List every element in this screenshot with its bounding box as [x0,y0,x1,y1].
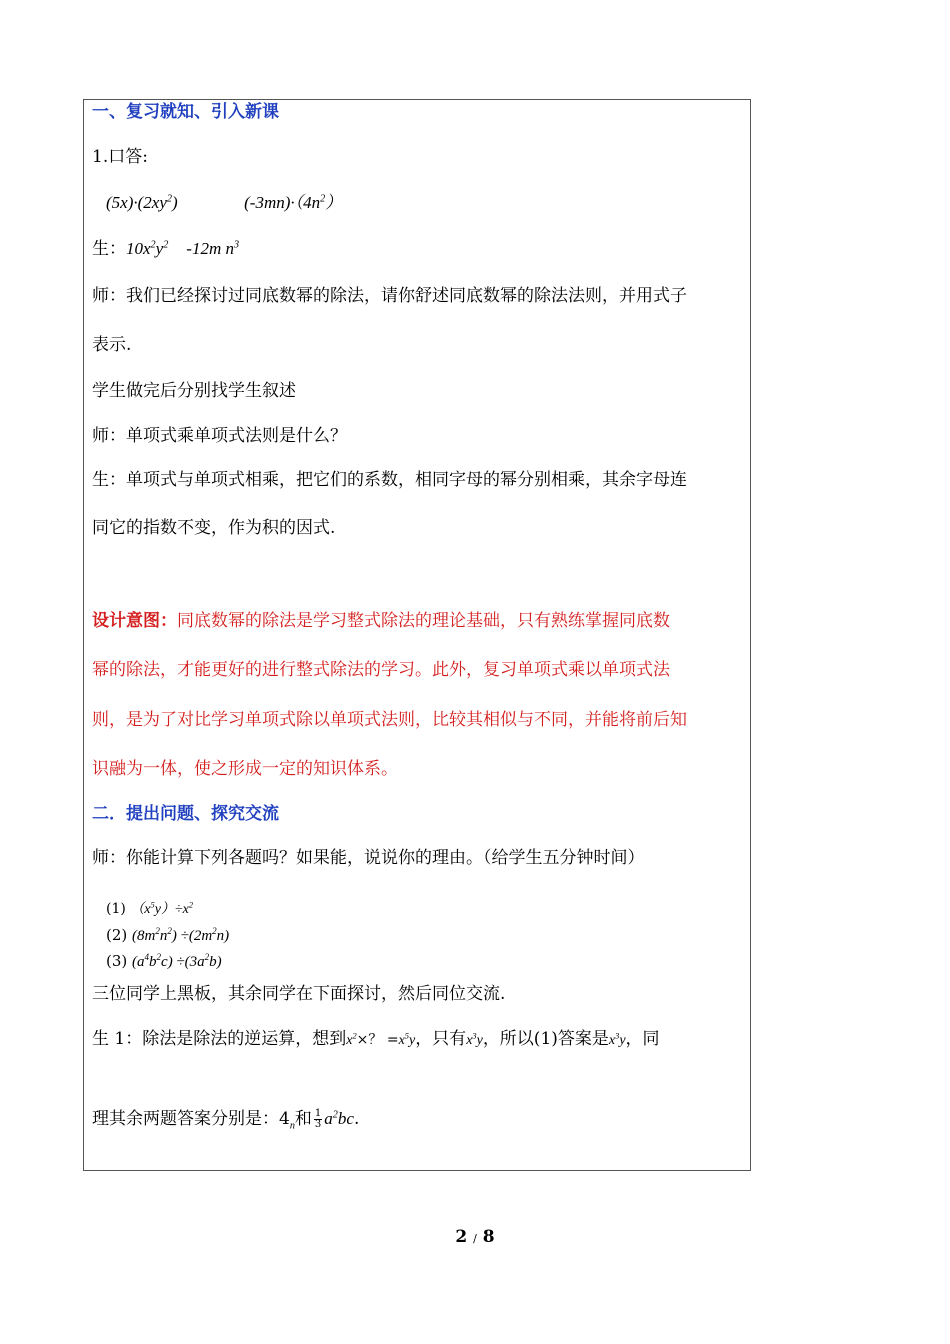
student-rule-line2: 同它的指数不变，作为积的因式. [92,518,336,538]
design-intent-line1: 设计意图：同底数幂的除法是学习整式除法的理论基础，只有熟练掌握同底数 [92,611,670,631]
design-intent-line2: 幂的除法，才能更好的进行整式除法的学习。此外，复习单项式乘以单项式法 [92,660,670,680]
problem-1: (1) $(x^5y)\div x^2$ [106,900,194,917]
expr2: $(-3mn)\cdot(4n^2)$ [244,193,343,212]
blackboard-text: 三位同学上黑板，其余同学在下面探讨，然后同位交流. [92,984,506,1004]
oral-expressions [106,192,342,214]
student-answer: 生：$10x^2y^2$ -12m $n^3$ [92,239,240,259]
teacher-question-1-line1: 师：我们已经探讨过同底数幂的除法，请你舒述同底数幂的除法法则，并用式子 [92,286,687,306]
teacher-question-2: 师：单项式乘单项式法则是什么？ [92,426,347,446]
design-intent-label: 设计意图： [92,611,177,631]
section1-heading: 一、复习就知、引入新课 [92,102,279,122]
students-do-text: 学生做完后分别找学生叙述 [92,381,296,401]
teacher-question-1-line2: 表示. [92,335,132,355]
student1-answer: 生 1：除法是除法的逆运算，想到$x^2\times$？ $=x^5y$，只有$x^3y$，所以(1)答案是$x^3y$，同 [92,1029,660,1049]
expr1: $(5x)\cdot(2xy^2)$ [106,193,178,212]
one-third-fraction: $\frac{1}{3}$ [314,1108,322,1130]
item1-label: 1.口答: [92,147,148,167]
page-number: 2 / 8 [455,1227,495,1247]
problem-3: (3) $(a^4b^2c) \div(3a^2b)$ [106,952,222,970]
student-rule-line1: 生：单项式与单项式相乘，把它们的系数，相同字母的幂分别相乘，其余字母连 [92,470,687,490]
other-answers: 理其余两题答案分别是：$4_n$和 $\frac{1}{3}$ $a^2bc$. [92,1108,360,1132]
section2-teacher-question: 师：你能计算下列各题吗？如果能，说说你的理由。（给学生五分钟时间） [92,848,645,868]
section2-heading: 二．提出问题、探究交流 [92,804,279,824]
problem-2: (2) $(8m^2n^2) \div(2m^2n)$ [106,926,230,944]
design-intent-line4: 识融为一体，使之形成一定的知识体系。 [92,759,398,779]
design-intent-line3: 则，是为了对比学习单项式除以单项式法则，比较其相似与不同，并能将前后知 [92,710,687,730]
